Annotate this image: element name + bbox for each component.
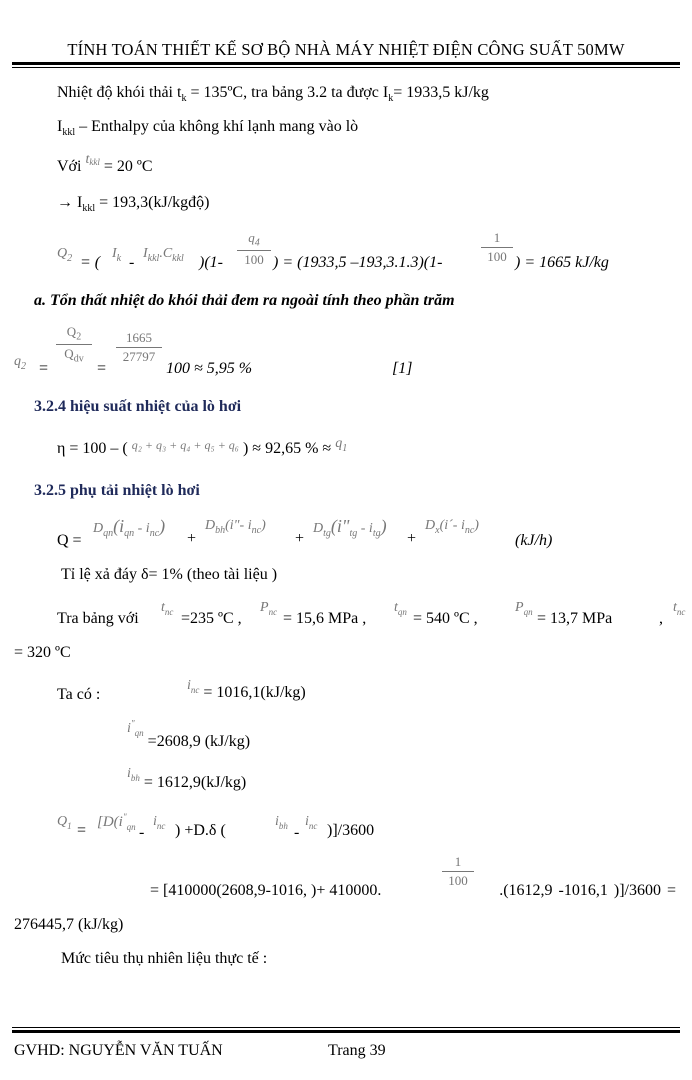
calc-result: 276445,7 (kJ/kg) bbox=[14, 916, 124, 933]
text-xa-day: Tỉ lệ xả đáy δ= 1% (theo tài liệu ) bbox=[61, 566, 278, 583]
text-tra-bang-cont: = 320 ºC bbox=[14, 644, 71, 661]
equation-q1-calc: = [410000(2608,9-1016, )+ 410000. 1 100 .(1612,9 -1016,1 )]/3600 = bbox=[150, 854, 676, 899]
equation-q2-percent: $q_2$ = $Q_2$ $Q_{dv}$ = 1665 27797 100 ≈ 5,95 % [1] bbox=[14, 324, 413, 377]
heading-3-2-4: 3.2.4 hiệu suất nhiệt của lò hơi bbox=[34, 398, 242, 415]
text-ta-co: Ta có : bbox=[57, 686, 101, 703]
footer-page-number: Trang 39 bbox=[328, 1042, 386, 1059]
fraction-calc-1-100: 1 100 bbox=[442, 854, 474, 889]
footer-rule-thin bbox=[12, 1027, 680, 1028]
heading-3-2-5: 3.2.5 phụ tải nhiệt lò hơi bbox=[34, 482, 200, 499]
equation-q1: $Q_1$ = [$D(i^"_{qn}$ - $i_{nc}$ ) +D.δ ( $i_{bh}$ - $i_{nc}$ )]/3600 bbox=[57, 812, 375, 841]
footer-advisor: GVHD: NGUYỄN VĂN TUẤN bbox=[14, 1042, 223, 1059]
fraction-1-100: 1 100 bbox=[481, 230, 513, 265]
text-tra-bang: Tra bảng với $t_{nc}$ =235 ºC , $P_{nc}$ = 15,6 MPa , $t_{qn}$ = 540 ºC , $P_{qn}$ = 13,7 MPa , $t_{nc}$ bbox=[57, 600, 686, 627]
equation-q-load: Q = $D_{qn}(i_{qn} - i_{nc})$ + $D_{bh}(i"-$ $i_{nc}$) + $D_{tg}(i"_{tg} - i_{tg})$ + $D_x(i´-$ $i_{nc}$) (kJ/h) bbox=[57, 516, 553, 549]
page-header-title: TÍNH TOÁN THIẾT KẾ SƠ BỘ NHÀ MÁY NHIỆT ĐIỆN CÔNG SUẤT 50MW bbox=[67, 40, 625, 59]
header-rule-thin bbox=[12, 67, 680, 68]
value-inc: $i_{nc} = 1016,1(kJ/kg)$ bbox=[187, 678, 306, 701]
text-muc-tieu-thu: Mức tiêu thụ nhiên liệu thực tế : bbox=[61, 950, 268, 967]
header-rule-thick bbox=[12, 62, 680, 65]
footer-rule-thick bbox=[12, 1030, 680, 1033]
fraction-q2-qdv: $Q_2$ $Q_{dv}$ bbox=[56, 324, 92, 364]
text-line-khoi-thai: Nhiệt độ khói thải $t_k$ = 135ºC, tra bảng 3.2 ta được $I_k= 1933,5$ kJ/kg bbox=[57, 84, 489, 105]
value-iqn: $i^"_{qn} =2608,9$ (kJ/kg) bbox=[127, 718, 251, 750]
text-line-voi: Với $t^{kkl} = 20$ ºC bbox=[57, 152, 153, 175]
text-line-enthalpy: $I_{kkl}$ – Enthalpy của không khí lạnh mang vào lò bbox=[57, 118, 359, 139]
fraction-1665-27797: 1665 27797 bbox=[116, 330, 162, 365]
equation-eta: η = 100 – ( $^{q_2 + q_3 + q_4 + q_5 + q_6}$ ) ≈ 92,65 % ≈ $q_1$ bbox=[57, 436, 348, 457]
equation-q2: $Q_2$ = ( $I_k$ - $I_{kkl}.C_{kkl}$ )(1- $q_4$ 100 ) = (1933,5 –193,3.1.3)(1- 1 100 ) = 1665 kJ/kg bbox=[57, 230, 609, 271]
fraction-q4-100: $q_4$ 100 bbox=[237, 230, 271, 268]
text-line-ikkl: → $I_{kkl}$ = 193,3(kJ/kgđộ) bbox=[57, 194, 210, 215]
section-heading-a: a. Tổn thất nhiệt do khói thải đem ra ngoài tính theo phần trăm bbox=[34, 292, 455, 309]
value-ibh: $i_{bh} = 1612,9(kJ/kg)$ bbox=[127, 766, 247, 791]
